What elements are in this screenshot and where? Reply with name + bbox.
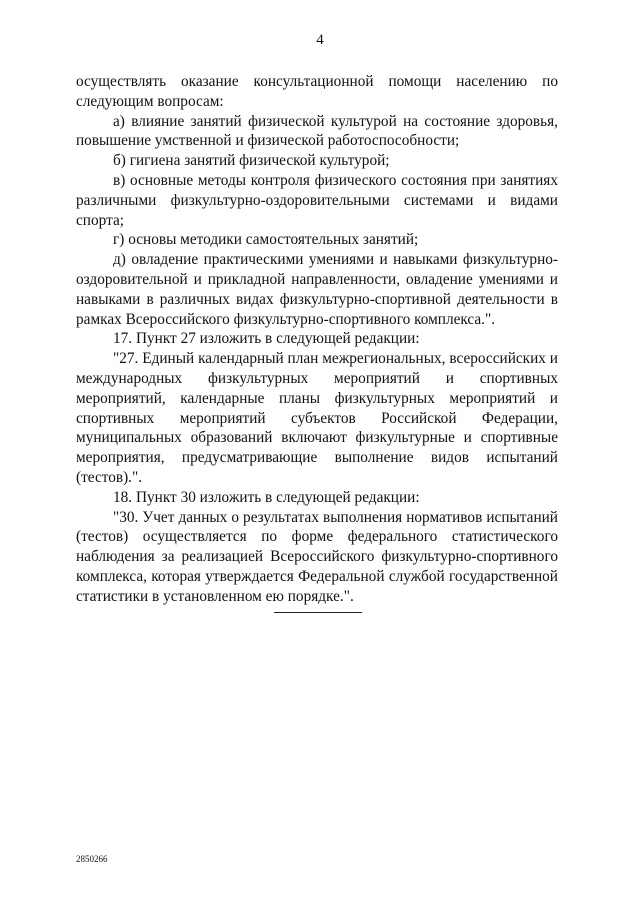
closing-rule [274,612,362,613]
amendment-18-heading: 18. Пункт 30 изложить в следующей редакции: [113,488,420,506]
page-number: 4 [316,32,324,48]
amendment-18-text: "30. Учет данных о результатах выполнения нормативов испытаний (тестов) осуществляется по форме федерального статистического наблюдения за реализацией Всероссийского физкультурно-спортивного комплекса, которая утверждается Федеральной службой государственной статистики в установленном ею порядке.". [76,508,558,605]
document-body [76,72,558,607]
list-item-g: г) основы методики самостоятельных занятий; [113,231,419,249]
document-code: 2850266 [76,854,108,864]
list-item-v: в) основные методы контроля физического состояния при занятиях различными физкультурно-оздоровительными системами и видами спорта; [76,171,558,229]
list-item-a: а) влияние занятий физической культурой на состояние здоровья, повышение умственной и физической работоспособности; [76,112,558,150]
amendment-17-text: "27. Единый календарный план межрегиональных, всероссийских и международных физкультурных мероприятий и спортивных мероприятий, календарные планы физкультурных мероприятий и спортивных мероприятий субъектов Российской Федерации, муниципальных образований включают физкультурные и спортивные мероприятия, предусматривающие выполнение видов испытаний (тестов).". [76,350,558,486]
list-item-b: б) гигиена занятий физической культурой; [113,152,390,170]
paragraph-continuation: осуществлять оказание консультационной помощи населению по следующим вопросам: [76,73,558,110]
amendment-17-heading: 17. Пункт 27 изложить в следующей редакции: [113,330,420,348]
list-item-d: д) овладение практическими умениями и навыками физкультурно-оздоровительной и прикладной направленности, овладение умениями и навыками в различных видах физкультурно-спортивной деятельности в рамках Всероссийского физкультурно-спортивного комплекса.". [76,251,558,328]
